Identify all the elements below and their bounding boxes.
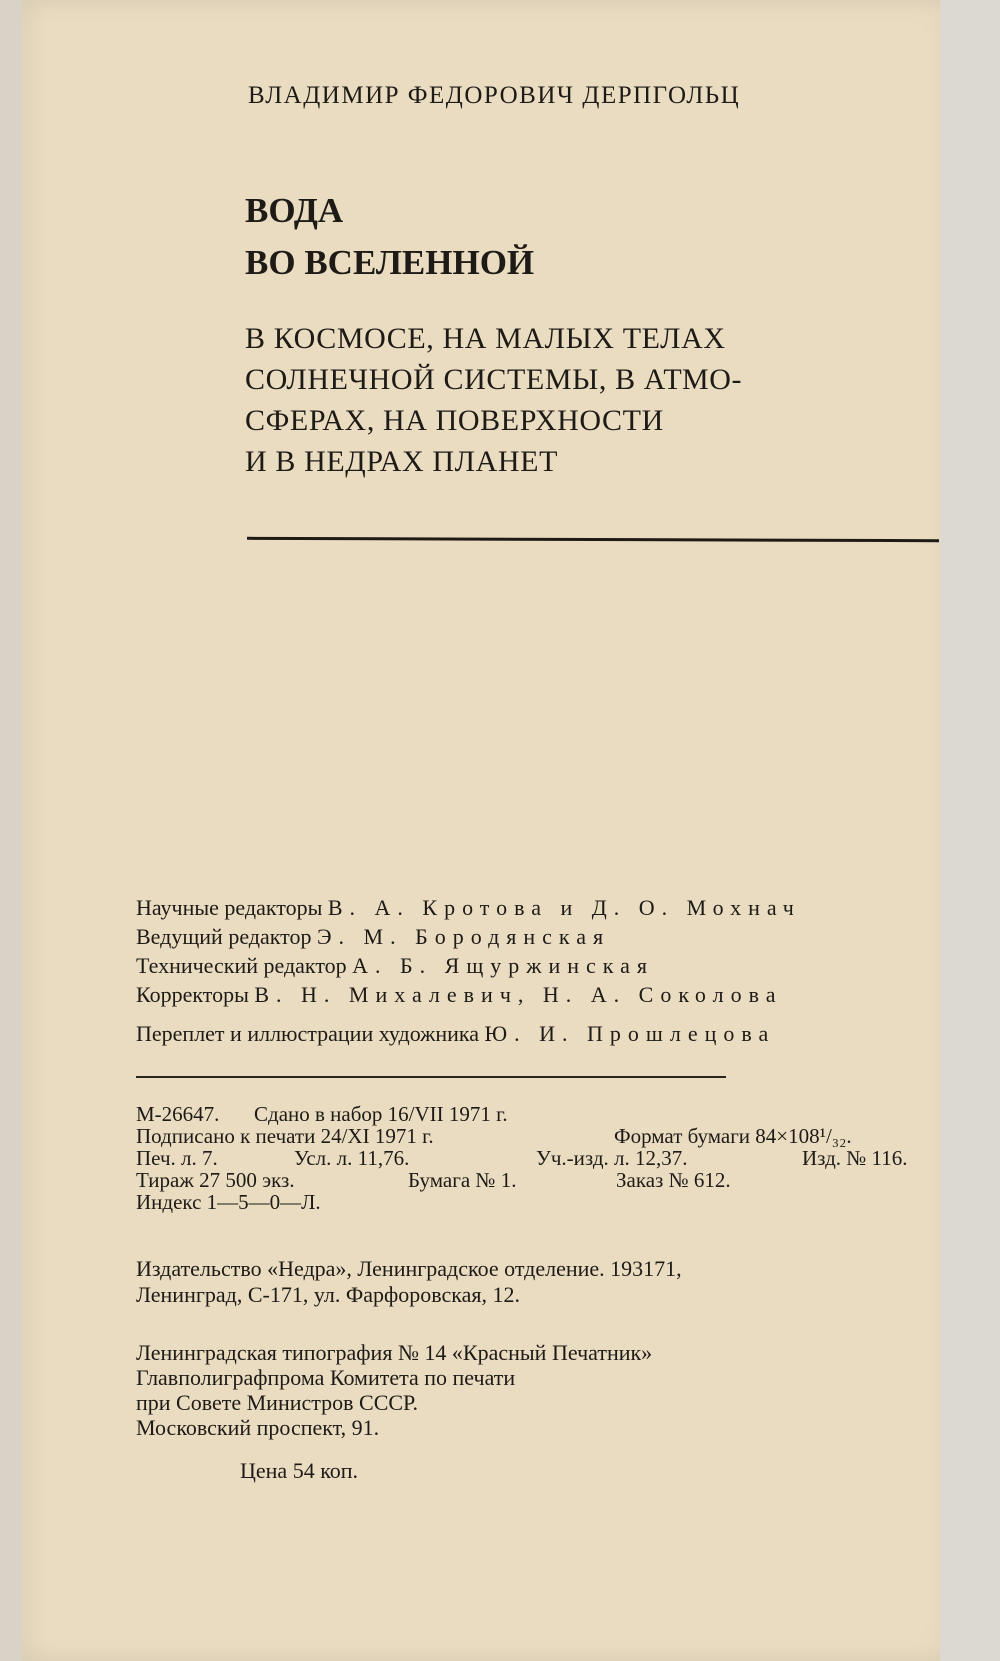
imprint-cell: Формат бумаги 84×108¹/₃₂.: [614, 1124, 852, 1148]
imprint-row: [136, 1169, 946, 1191]
printer-address: [136, 1340, 652, 1440]
credit-names: В. А. Кротова и Д. О. Мохнач: [327, 895, 801, 920]
artist-credit: [136, 1019, 801, 1048]
imprint-row: [136, 1191, 946, 1213]
credit-names: Ю. И. Прошлецова: [484, 1021, 776, 1046]
credit-names: А. Б. Ящуржинская: [352, 953, 655, 978]
subtitle-line: И В НЕДРАХ ПЛАНЕТ: [245, 445, 558, 478]
imprint-cell: Уч.-изд. л. 12,37.: [536, 1146, 688, 1170]
imprint-cell: Заказ № 612.: [616, 1168, 731, 1192]
neighbor-page-edge: [0, 0, 22, 1661]
publisher-line: Ленинград, С-171, ул. Фарфоровская, 12.: [136, 1282, 521, 1307]
credits-divider: [136, 1076, 726, 1078]
credit-label: Ведущий редактор: [136, 924, 312, 949]
imprint-block: [136, 1103, 946, 1213]
credit-label: Технический редактор: [136, 953, 347, 978]
printer-line: Ленинградская типография № 14 «Красный Печатник»: [136, 1340, 653, 1365]
subtitle-line: В КОСМОСЕ, НА МАЛЫХ ТЕЛАХ: [245, 322, 726, 355]
imprint-row: [136, 1103, 946, 1125]
imprint-cell: Подписано к печати 24/XI 1971 г.: [136, 1124, 434, 1148]
subtitle-line: СОЛНЕЧНОЙ СИСТЕМЫ, В АТМО-: [245, 363, 743, 396]
author-name: ВЛАДИМИР ФЕДОРОВИЧ ДЕРПГОЛЬЦ: [248, 82, 741, 109]
imprint-cell: Тираж 27 500 экз.: [136, 1168, 295, 1192]
imprint-cell: Бумага № 1.: [408, 1168, 517, 1192]
publisher-address: [136, 1256, 682, 1308]
subtitle-line: СФЕРАХ, НА ПОВЕРХНОСТИ: [245, 404, 664, 437]
imprint-cell: Печ. л. 7.: [136, 1146, 218, 1170]
book-title: [245, 185, 534, 289]
correctors: [136, 980, 801, 1009]
lead-editor: [136, 922, 801, 951]
imprint-cell: Усл. л. 11,76.: [294, 1146, 410, 1170]
scientific-editors: [136, 893, 801, 922]
printer-line: Главполиграфпрома Комитета по печати: [136, 1365, 516, 1390]
editorial-credits: [136, 893, 801, 1048]
printer-line: при Совете Министров СССР.: [136, 1390, 419, 1415]
imprint-row: [136, 1147, 946, 1169]
price: Цена 54 коп.: [240, 1458, 359, 1483]
credit-names: Э. М. Бородянская: [316, 924, 611, 949]
imprint-cell: Изд. № 116.: [802, 1146, 908, 1170]
imprint-cell: М-26647.: [136, 1102, 220, 1126]
title-line: ВО ВСЕЛЕННОЙ: [245, 243, 535, 282]
printer-line: Московский проспект, 91.: [136, 1415, 380, 1440]
credit-names: В. Н. Михалевич, Н. А. Соколова: [254, 982, 783, 1007]
technical-editor: [136, 951, 801, 980]
publisher-line: Издательство «Недра», Ленинградское отделение. 193171,: [136, 1256, 682, 1281]
credit-label: Научные редакторы: [136, 895, 323, 920]
page-edge-right: [940, 0, 1000, 1661]
credit-label: Переплет и иллюстрации художника: [136, 1021, 480, 1046]
imprint-cell: Индекс 1—5—0—Л.: [136, 1190, 321, 1214]
book-subtitle: [245, 318, 742, 482]
credit-label: Корректоры: [136, 982, 249, 1007]
imprint-cell: Сдано в набор 16/VII 1971 г.: [254, 1102, 508, 1126]
title-line: ВОДА: [245, 191, 344, 230]
imprint-row: [136, 1125, 946, 1147]
